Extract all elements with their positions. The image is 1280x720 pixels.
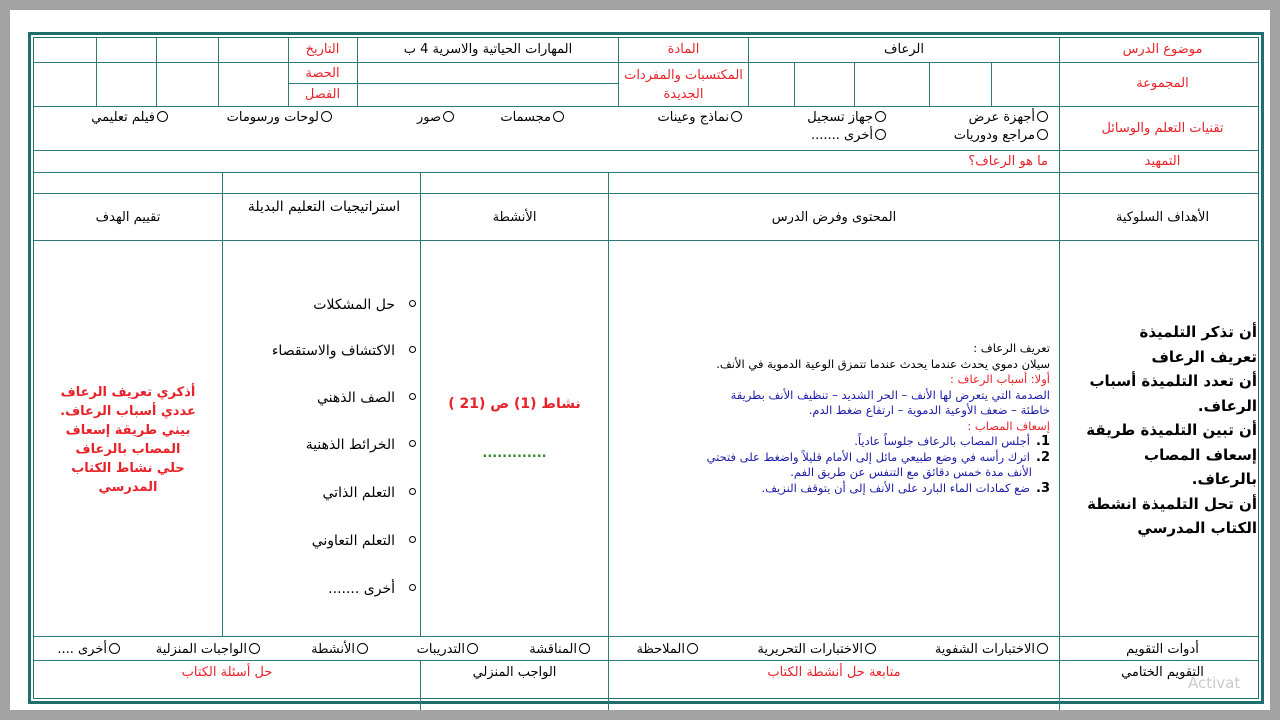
objective-line: أن تحل التلميذة انشطة [1087, 494, 1257, 513]
assessment-option-other[interactable]: أخرى .... [57, 642, 120, 658]
assessment-option-exercises[interactable]: التدريبات [417, 642, 478, 658]
strategies-list [234, 296, 416, 636]
objectives-header: الأهداف السلوكية [1115, 210, 1210, 225]
assessment-option-homework[interactable]: الواجبات المنزلية [156, 642, 260, 658]
course-label: المادة [667, 42, 700, 57]
strategy-item[interactable]: الخرائط الذهنية [246, 436, 416, 454]
radio-icon [109, 643, 120, 654]
first-aid-title: إسعاف المصاب : [967, 418, 1050, 433]
objectives-list [1064, 320, 1257, 541]
radio-icon [865, 643, 876, 654]
strategy-item[interactable]: حل المشكلات [246, 296, 416, 314]
subject-label: موضوع الدرس [1122, 42, 1203, 57]
radio-icon [157, 111, 168, 122]
lesson-plan-frame [28, 32, 1264, 704]
subject-value: الرعاف [884, 42, 924, 57]
followup-value: متابعة حل أنشطة الكتاب [767, 665, 901, 680]
date-label: التاريخ [305, 42, 340, 57]
bullet-icon [409, 300, 416, 307]
content-header: المحتوى وفرض الدرس [771, 210, 897, 225]
causes-title: أولا: أسباب الرعاف : [950, 372, 1050, 386]
assessment-label: أدوات التقويم [1126, 642, 1199, 657]
assessment-option-activities[interactable]: الأنشطة [311, 642, 368, 658]
lesson-plan-table [33, 37, 1259, 699]
bullet-icon [409, 584, 416, 591]
first-aid-step: 2.اترك رأسه في وضع طبيعي مائل إلى الأمام قليلاً واضغط على فتحتي [706, 449, 1050, 465]
tool-option-references[interactable]: مراجع ودوريات [954, 128, 1048, 144]
strategy-item[interactable]: التعلم التعاوني [246, 532, 416, 550]
bullet-icon [409, 346, 416, 353]
radio-icon [1037, 643, 1048, 654]
radio-icon [1037, 111, 1048, 122]
evaluation-line: المصاب بالرعاف [75, 442, 181, 457]
objective-line: أن تذكر التلميذة [1139, 323, 1257, 341]
tool-option-pictures[interactable]: صور [417, 110, 454, 126]
page [10, 10, 1270, 710]
tool-option-projectors[interactable]: أجهزة عرض [969, 110, 1048, 126]
tool-option-boards[interactable]: لوحات ورسومات [227, 110, 332, 126]
tool-option-solids[interactable]: مجسمات [500, 110, 564, 126]
group-label: المجموعة [1136, 76, 1189, 91]
tool-option-film[interactable]: فيلم تعليمي [91, 110, 168, 126]
radio-icon [467, 643, 478, 654]
bullet-icon [409, 440, 416, 447]
evaluation-line: عددي أسباب الرعاف. [60, 404, 196, 419]
activity-main: نشاط (1) ص (21 ) [448, 396, 581, 412]
definition-text: سيلان دموي يحدث عندما يحدث عندما تتمزق الوعية الدموية في الأنف. [716, 356, 1050, 371]
course-value: المهارات الحياتية والاسرية 4 ب [403, 42, 573, 57]
radio-icon [875, 111, 886, 122]
bullet-icon [409, 393, 416, 400]
strategy-item[interactable]: الاكتشاف والاستقصاء [246, 342, 416, 360]
tools-label: تقنيات التعلم والوسائل [1101, 121, 1224, 136]
evaluation-line: بيني طريقة إسعاف [65, 423, 191, 438]
evaluation-header: تقييم الهدف [95, 210, 161, 225]
assessment-option-oral[interactable]: الاختبارات الشفوية [935, 642, 1048, 658]
strategies-header: استراتيجيات التعليم البديلة [247, 199, 401, 215]
assessment-option-written[interactable]: الاختبارات التحريرية [757, 642, 876, 658]
first-aid-step: 3.ضع كمادات الماء البارد على الأنف إلى أن يتوقف النزيف. [761, 480, 1050, 496]
evaluation-line: المدرسي [98, 480, 158, 495]
radio-icon [321, 111, 332, 122]
intro-value: ما هو الرعاف؟ [968, 154, 1048, 169]
tool-option-recorder[interactable]: جهاز تسجيل [807, 110, 886, 126]
strategy-item[interactable]: أخرى ....... [246, 580, 416, 598]
objective-line: إسعاف المصاب [1144, 445, 1257, 464]
causes-text: الصدمة التي يتعرض لها الأنف – الحر الشديد – تنظيف الأنف بطريقة [730, 387, 1050, 402]
first-aid-step: 1.أجلس المصاب بالرعاف جلوساً عادياً. [854, 434, 1050, 449]
evaluation-list [38, 383, 218, 497]
objective-line: تعريف الرعاف [1151, 347, 1257, 366]
assessment-option-discussion[interactable]: المناقشة [529, 642, 590, 658]
radio-icon [687, 643, 698, 654]
radio-icon [875, 129, 886, 140]
causes-text: خاطئة – ضعف الأوعية الدموية – ارتفاع ضغط الدم. [808, 403, 1050, 417]
objective-line: الرعاف. [1197, 396, 1257, 415]
final-label: التقويم الختامي [1121, 665, 1204, 680]
first-aid-step: الأنف مدة خمس دقائق مع التنفس عن طريق الفم. [790, 465, 1032, 479]
objective-line: أن تبين التلميذة طريقة [1086, 421, 1257, 439]
activity-dots: ............. [482, 446, 547, 461]
tool-option-models[interactable]: نماذج وعينات [658, 110, 743, 126]
homework-value: حل أسئلة الكتاب [181, 665, 273, 680]
objective-line: بالرعاف. [1191, 470, 1257, 488]
activation-watermark: Activat [1188, 674, 1241, 692]
bullet-icon [409, 488, 416, 495]
activities-header: الأنشطة [492, 210, 537, 225]
objective-line: الكتاب المدرسي [1137, 519, 1257, 537]
strategy-item[interactable]: التعلم الذاتي [246, 484, 416, 502]
radio-icon [1037, 129, 1048, 140]
strategy-item[interactable]: الصف الذهني [246, 389, 416, 407]
content-body [612, 341, 1050, 496]
homework-label: الواجب المنزلي [472, 665, 557, 680]
vocab-label: المكتسبات والمفردات الجديدة [624, 68, 743, 102]
radio-icon [357, 643, 368, 654]
radio-icon [553, 111, 564, 122]
evaluation-line: حلي نشاط الكتاب [71, 461, 185, 476]
radio-icon [249, 643, 260, 654]
definition-title: تعريف الرعاف : [973, 341, 1050, 355]
assessment-option-observation[interactable]: الملاحظة [636, 642, 698, 658]
tool-option-other[interactable]: أخرى ....... [811, 128, 886, 144]
evaluation-line: أذكري تعريف الرعاف [60, 385, 196, 400]
radio-icon [443, 111, 454, 122]
intro-label: التمهيد [1144, 154, 1181, 169]
radio-icon [731, 111, 742, 122]
objective-line: أن تعدد التلميذة أسباب [1089, 372, 1257, 390]
period-label: الحصة [305, 66, 340, 81]
radio-icon [579, 643, 590, 654]
class-label: الفصل [304, 87, 341, 102]
bullet-icon [409, 536, 416, 543]
